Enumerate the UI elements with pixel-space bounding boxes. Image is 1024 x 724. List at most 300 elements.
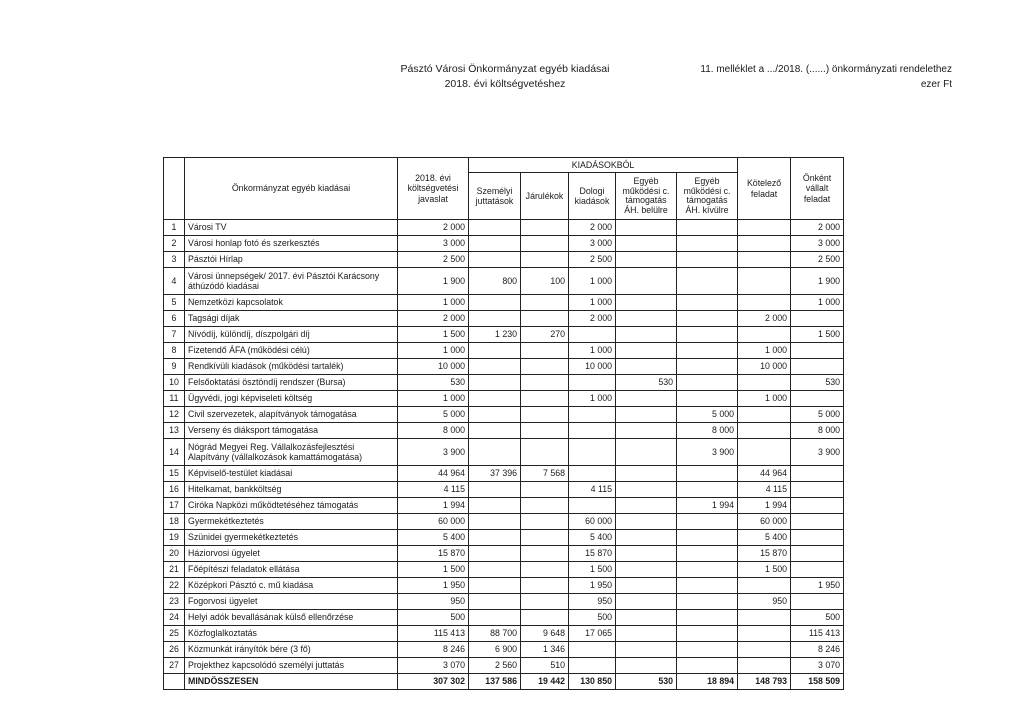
- cell-mandatory: [738, 375, 791, 391]
- cell-mandatory: [738, 423, 791, 439]
- cell-budget-plan: 2 000: [398, 311, 469, 327]
- cell-mandatory: 2 000: [738, 311, 791, 327]
- cell-support-inside: [616, 407, 677, 423]
- row-description: MINDÖSSZESEN: [185, 674, 398, 690]
- cell-mandatory: [738, 220, 791, 236]
- row-description: Tagsági díjak: [185, 311, 398, 327]
- table-body: [164, 220, 844, 690]
- table-row: [164, 268, 844, 295]
- cell-personal: [469, 530, 521, 546]
- cell-mandatory: [738, 642, 791, 658]
- cell-personal: 37 396: [469, 466, 521, 482]
- cell-personal: [469, 423, 521, 439]
- expenditure-table: [163, 157, 844, 690]
- cell-contributions: 9 648: [521, 626, 569, 642]
- cell-contributions: [521, 594, 569, 610]
- cell-contributions: [521, 423, 569, 439]
- cell-budget-plan: 3 900: [398, 439, 469, 466]
- cell-voluntary: 158 509: [791, 674, 844, 690]
- cell-support-inside: [616, 343, 677, 359]
- cell-personal: 800: [469, 268, 521, 295]
- row-number: 17: [164, 498, 185, 514]
- cell-budget-plan: 1 000: [398, 295, 469, 311]
- cell-material: [569, 375, 616, 391]
- table-row: [164, 466, 844, 482]
- cell-support-outside: [677, 658, 738, 674]
- cell-material: 130 850: [569, 674, 616, 690]
- cell-material: [569, 658, 616, 674]
- cell-voluntary: [791, 514, 844, 530]
- cell-contributions: [521, 343, 569, 359]
- row-description: Városi ünnepségek/ 2017. évi Pásztói Karácsony áthúzódó kiadásai: [185, 268, 398, 295]
- header-voluntary: Önként vállalt feladat: [791, 158, 844, 220]
- cell-material: 4 115: [569, 482, 616, 498]
- cell-personal: [469, 610, 521, 626]
- row-number: 14: [164, 439, 185, 466]
- cell-material: 2 000: [569, 220, 616, 236]
- cell-mandatory: [738, 407, 791, 423]
- cell-support-inside: [616, 252, 677, 268]
- row-description: Pásztói Hírlap: [185, 252, 398, 268]
- cell-support-outside: [677, 626, 738, 642]
- cell-support-outside: 18 894: [677, 674, 738, 690]
- cell-mandatory: 60 000: [738, 514, 791, 530]
- cell-support-outside: [677, 295, 738, 311]
- cell-voluntary: 3 070: [791, 658, 844, 674]
- cell-material: 1 000: [569, 295, 616, 311]
- cell-support-inside: [616, 359, 677, 375]
- row-description: Gyermekétkeztetés: [185, 514, 398, 530]
- row-number: 11: [164, 391, 185, 407]
- header-support-inside: Egyéb működési c. támogatás ÁH. belülre: [616, 173, 677, 220]
- cell-personal: 6 900: [469, 642, 521, 658]
- cell-personal: [469, 343, 521, 359]
- row-description: Középkori Pásztó c. mű kiadása: [185, 578, 398, 594]
- cell-budget-plan: 3 070: [398, 658, 469, 674]
- unit-label: ezer Ft: [920, 79, 952, 90]
- cell-mandatory: 1 000: [738, 343, 791, 359]
- cell-budget-plan: 1 000: [398, 343, 469, 359]
- header-budget-plan: 2018. évi költségvetési javaslat: [398, 158, 469, 220]
- cell-personal: [469, 594, 521, 610]
- cell-mandatory: [738, 578, 791, 594]
- table-row: [164, 482, 844, 498]
- cell-contributions: 270: [521, 327, 569, 343]
- cell-budget-plan: 5 400: [398, 530, 469, 546]
- table-row: [164, 327, 844, 343]
- document-title: [330, 62, 680, 92]
- cell-voluntary: [791, 466, 844, 482]
- cell-material: 2 500: [569, 252, 616, 268]
- cell-personal: [469, 375, 521, 391]
- cell-contributions: 1 346: [521, 642, 569, 658]
- table-row: [164, 530, 844, 546]
- cell-budget-plan: 2 000: [398, 220, 469, 236]
- cell-voluntary: 500: [791, 610, 844, 626]
- cell-voluntary: 3 900: [791, 439, 844, 466]
- cell-budget-plan: 1 994: [398, 498, 469, 514]
- cell-personal: [469, 252, 521, 268]
- cell-material: 2 000: [569, 311, 616, 327]
- row-description: Háziorvosi ügyelet: [185, 546, 398, 562]
- cell-voluntary: 1 950: [791, 578, 844, 594]
- cell-voluntary: 8 246: [791, 642, 844, 658]
- cell-support-outside: 8 000: [677, 423, 738, 439]
- cell-material: 15 870: [569, 546, 616, 562]
- cell-material: [569, 327, 616, 343]
- cell-mandatory: [738, 327, 791, 343]
- cell-contributions: [521, 439, 569, 466]
- cell-contributions: [521, 252, 569, 268]
- title-line-1: Pásztó Városi Önkormányzat egyéb kiadásai: [400, 63, 610, 75]
- cell-budget-plan: 8 246: [398, 642, 469, 658]
- cell-budget-plan: 1 000: [398, 391, 469, 407]
- table-row: [164, 626, 844, 642]
- cell-contributions: [521, 391, 569, 407]
- cell-voluntary: 3 000: [791, 236, 844, 252]
- row-number: 13: [164, 423, 185, 439]
- cell-support-outside: [677, 578, 738, 594]
- row-description: Képviselő-testület kiadásai: [185, 466, 398, 482]
- cell-personal: 2 560: [469, 658, 521, 674]
- cell-voluntary: 5 000: [791, 407, 844, 423]
- row-number: 26: [164, 642, 185, 658]
- cell-material: 1 950: [569, 578, 616, 594]
- cell-support-outside: [677, 343, 738, 359]
- header-material: Dologi kiadások: [569, 173, 616, 220]
- table-row: [164, 220, 844, 236]
- cell-budget-plan: 5 000: [398, 407, 469, 423]
- cell-contributions: [521, 375, 569, 391]
- table-row: [164, 343, 844, 359]
- cell-material: [569, 407, 616, 423]
- cell-budget-plan: 115 413: [398, 626, 469, 642]
- row-number: [164, 674, 185, 690]
- cell-contributions: [521, 546, 569, 562]
- table-row: [164, 658, 844, 674]
- cell-contributions: [521, 236, 569, 252]
- cell-support-outside: 3 900: [677, 439, 738, 466]
- cell-support-inside: [616, 658, 677, 674]
- cell-voluntary: [791, 482, 844, 498]
- cell-contributions: [521, 498, 569, 514]
- cell-support-inside: [616, 546, 677, 562]
- cell-contributions: [521, 220, 569, 236]
- cell-support-outside: [677, 610, 738, 626]
- row-number: 24: [164, 610, 185, 626]
- cell-contributions: 510: [521, 658, 569, 674]
- cell-personal: [469, 407, 521, 423]
- table-row: [164, 642, 844, 658]
- cell-support-inside: [616, 610, 677, 626]
- cell-mandatory: [738, 236, 791, 252]
- cell-support-outside: [677, 562, 738, 578]
- cell-voluntary: 1 900: [791, 268, 844, 295]
- cell-material: 10 000: [569, 359, 616, 375]
- cell-personal: [469, 562, 521, 578]
- cell-budget-plan: 10 000: [398, 359, 469, 375]
- cell-support-inside: 530: [616, 674, 677, 690]
- cell-personal: 88 700: [469, 626, 521, 642]
- cell-voluntary: [791, 562, 844, 578]
- cell-support-outside: [677, 359, 738, 375]
- cell-contributions: [521, 578, 569, 594]
- header-description: Önkormányzat egyéb kiadásai: [185, 158, 398, 220]
- cell-contributions: [521, 482, 569, 498]
- cell-mandatory: [738, 626, 791, 642]
- cell-contributions: 100: [521, 268, 569, 295]
- cell-support-outside: [677, 642, 738, 658]
- cell-material: 1 000: [569, 343, 616, 359]
- row-number: 21: [164, 562, 185, 578]
- cell-support-inside: [616, 562, 677, 578]
- row-number: 23: [164, 594, 185, 610]
- cell-support-inside: [616, 482, 677, 498]
- cell-support-outside: [677, 391, 738, 407]
- cell-mandatory: 4 115: [738, 482, 791, 498]
- cell-voluntary: [791, 391, 844, 407]
- cell-support-inside: [616, 423, 677, 439]
- cell-material: [569, 498, 616, 514]
- cell-contributions: [521, 530, 569, 546]
- cell-support-inside: [616, 530, 677, 546]
- cell-material: 950: [569, 594, 616, 610]
- cell-mandatory: 950: [738, 594, 791, 610]
- cell-support-inside: [616, 439, 677, 466]
- row-description: Rendkívüli kiadások (működési tartalék): [185, 359, 398, 375]
- table-row: [164, 594, 844, 610]
- cell-support-inside: [616, 626, 677, 642]
- row-number: 27: [164, 658, 185, 674]
- cell-support-inside: [616, 466, 677, 482]
- cell-mandatory: 148 793: [738, 674, 791, 690]
- cell-mandatory: 15 870: [738, 546, 791, 562]
- cell-mandatory: [738, 610, 791, 626]
- table-row: [164, 311, 844, 327]
- cell-material: 5 400: [569, 530, 616, 546]
- table-row: [164, 252, 844, 268]
- table-row: [164, 236, 844, 252]
- cell-support-outside: 1 994: [677, 498, 738, 514]
- header-personal: Személyi juttatások: [469, 173, 521, 220]
- row-number: 22: [164, 578, 185, 594]
- row-description: Verseny és diáksport támogatása: [185, 423, 398, 439]
- cell-support-outside: [677, 236, 738, 252]
- cell-material: [569, 423, 616, 439]
- cell-material: 17 065: [569, 626, 616, 642]
- row-number: 20: [164, 546, 185, 562]
- cell-support-outside: [677, 252, 738, 268]
- cell-voluntary: [791, 311, 844, 327]
- table-row: [164, 407, 844, 423]
- cell-material: [569, 466, 616, 482]
- table-row: [164, 562, 844, 578]
- cell-budget-plan: 530: [398, 375, 469, 391]
- cell-contributions: [521, 407, 569, 423]
- row-description: Főépítészi feladatok ellátása: [185, 562, 398, 578]
- cell-personal: [469, 498, 521, 514]
- row-number: 7: [164, 327, 185, 343]
- cell-support-inside: [616, 578, 677, 594]
- cell-budget-plan: 1 900: [398, 268, 469, 295]
- row-number: 25: [164, 626, 185, 642]
- table-row: [164, 498, 844, 514]
- cell-budget-plan: 44 964: [398, 466, 469, 482]
- cell-mandatory: 1 500: [738, 562, 791, 578]
- cell-budget-plan: 1 500: [398, 562, 469, 578]
- cell-budget-plan: 4 115: [398, 482, 469, 498]
- cell-support-outside: [677, 594, 738, 610]
- row-description: Fogorvosi ügyelet: [185, 594, 398, 610]
- cell-personal: [469, 391, 521, 407]
- row-number: 18: [164, 514, 185, 530]
- cell-budget-plan: 3 000: [398, 236, 469, 252]
- row-description: Közmunkát irányítók bére (3 fő): [185, 642, 398, 658]
- cell-support-inside: [616, 514, 677, 530]
- cell-support-outside: [677, 268, 738, 295]
- row-number: 8: [164, 343, 185, 359]
- table-row: [164, 359, 844, 375]
- cell-material: 60 000: [569, 514, 616, 530]
- cell-voluntary: 8 000: [791, 423, 844, 439]
- cell-support-outside: [677, 311, 738, 327]
- cell-voluntary: [791, 359, 844, 375]
- cell-budget-plan: 307 302: [398, 674, 469, 690]
- row-description: Nógrád Megyei Reg. Vállalkozásfejlesztési Alapítvány (vállalkozások kamattámogatása): [185, 439, 398, 466]
- cell-budget-plan: 500: [398, 610, 469, 626]
- cell-contributions: [521, 295, 569, 311]
- cell-voluntary: [791, 498, 844, 514]
- header-mandatory: Kötelező feladat: [738, 158, 791, 220]
- table-row: [164, 578, 844, 594]
- row-number: 15: [164, 466, 185, 482]
- cell-personal: [469, 514, 521, 530]
- cell-support-inside: [616, 498, 677, 514]
- cell-material: 1 000: [569, 268, 616, 295]
- cell-mandatory: 1 000: [738, 391, 791, 407]
- cell-voluntary: 2 500: [791, 252, 844, 268]
- cell-mandatory: [738, 268, 791, 295]
- row-number: 2: [164, 236, 185, 252]
- cell-voluntary: 2 000: [791, 220, 844, 236]
- row-number: 10: [164, 375, 185, 391]
- cell-support-outside: [677, 327, 738, 343]
- row-description: Ciróka Napközi működtetéséhez támogatás: [185, 498, 398, 514]
- row-description: Felsőoktatási ösztöndíj rendszer (Bursa): [185, 375, 398, 391]
- cell-personal: [469, 578, 521, 594]
- cell-personal: [469, 482, 521, 498]
- row-description: Szünidei gyermekétkeztetés: [185, 530, 398, 546]
- cell-voluntary: [791, 343, 844, 359]
- cell-support-inside: [616, 642, 677, 658]
- cell-support-inside: [616, 311, 677, 327]
- cell-mandatory: 44 964: [738, 466, 791, 482]
- cell-budget-plan: 1 950: [398, 578, 469, 594]
- cell-support-outside: [677, 514, 738, 530]
- table-row: [164, 546, 844, 562]
- cell-personal: [469, 236, 521, 252]
- row-description: Nívódíj, különdíj, díszpolgári díj: [185, 327, 398, 343]
- cell-contributions: [521, 610, 569, 626]
- cell-budget-plan: 950: [398, 594, 469, 610]
- row-number: 12: [164, 407, 185, 423]
- row-description: Nemzetközi kapcsolatok: [185, 295, 398, 311]
- header-group-expenditures: KIADÁSOKBÓL: [469, 158, 738, 173]
- row-description: Helyi adók bevallásának külső ellenőrzése: [185, 610, 398, 626]
- cell-personal: 137 586: [469, 674, 521, 690]
- row-number: 3: [164, 252, 185, 268]
- cell-support-inside: [616, 391, 677, 407]
- cell-budget-plan: 60 000: [398, 514, 469, 530]
- cell-contributions: [521, 562, 569, 578]
- row-number: 4: [164, 268, 185, 295]
- cell-material: 1 000: [569, 391, 616, 407]
- cell-budget-plan: 15 870: [398, 546, 469, 562]
- row-description: Városi TV: [185, 220, 398, 236]
- table-row: [164, 295, 844, 311]
- cell-personal: [469, 439, 521, 466]
- row-description: Civil szervezetek, alapítványok támogatása: [185, 407, 398, 423]
- cell-mandatory: [738, 658, 791, 674]
- row-description: Fizetendő ÁFA (működési célú): [185, 343, 398, 359]
- table-row: [164, 610, 844, 626]
- cell-support-outside: [677, 466, 738, 482]
- row-number: 1: [164, 220, 185, 236]
- cell-budget-plan: 1 500: [398, 327, 469, 343]
- cell-mandatory: 5 400: [738, 530, 791, 546]
- cell-material: 500: [569, 610, 616, 626]
- cell-mandatory: [738, 439, 791, 466]
- row-description: Ügyvédi, jogi képviseleti költség: [185, 391, 398, 407]
- row-number: 19: [164, 530, 185, 546]
- cell-mandatory: 1 994: [738, 498, 791, 514]
- cell-support-inside: [616, 220, 677, 236]
- cell-personal: [469, 546, 521, 562]
- table-row: [164, 423, 844, 439]
- row-number: 16: [164, 482, 185, 498]
- total-row: [164, 674, 844, 690]
- cell-contributions: [521, 311, 569, 327]
- row-number: 9: [164, 359, 185, 375]
- cell-personal: [469, 311, 521, 327]
- cell-personal: 1 230: [469, 327, 521, 343]
- cell-mandatory: 10 000: [738, 359, 791, 375]
- cell-support-outside: [677, 375, 738, 391]
- annex-reference: [690, 62, 952, 92]
- cell-mandatory: [738, 252, 791, 268]
- table-row: [164, 439, 844, 466]
- cell-support-inside: [616, 268, 677, 295]
- cell-voluntary: 530: [791, 375, 844, 391]
- cell-material: [569, 439, 616, 466]
- cell-budget-plan: 2 500: [398, 252, 469, 268]
- cell-voluntary: 1 000: [791, 295, 844, 311]
- cell-voluntary: 115 413: [791, 626, 844, 642]
- header-contributions: Járulékok: [521, 173, 569, 220]
- cell-personal: [469, 220, 521, 236]
- cell-support-outside: 5 000: [677, 407, 738, 423]
- cell-material: 3 000: [569, 236, 616, 252]
- row-number: 5: [164, 295, 185, 311]
- cell-voluntary: [791, 530, 844, 546]
- cell-personal: [469, 359, 521, 375]
- cell-contributions: [521, 514, 569, 530]
- row-description: Hitelkamat, bankköltség: [185, 482, 398, 498]
- cell-material: 1 500: [569, 562, 616, 578]
- cell-support-outside: [677, 530, 738, 546]
- table-row: [164, 375, 844, 391]
- cell-voluntary: 1 500: [791, 327, 844, 343]
